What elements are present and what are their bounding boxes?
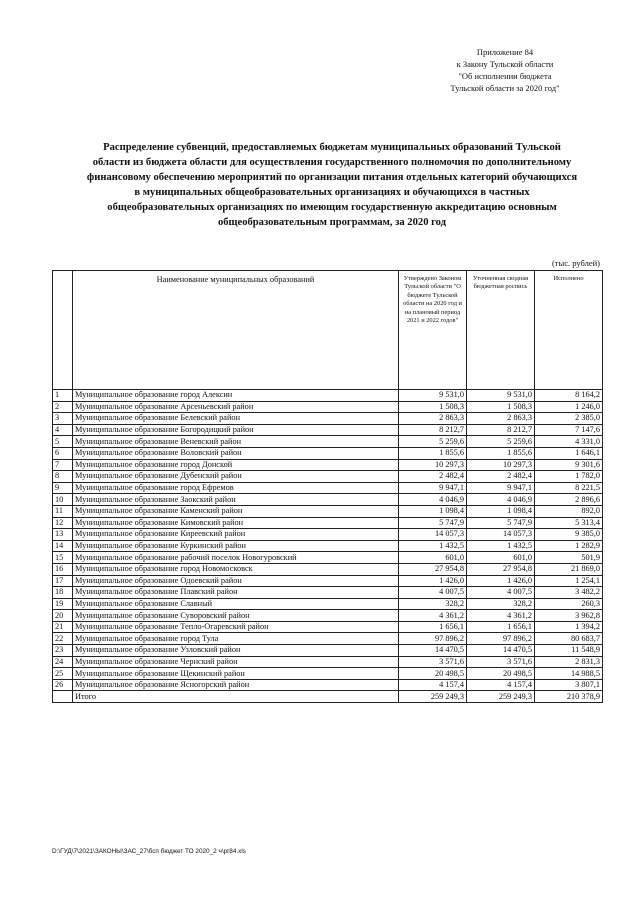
title-line: Распределение субвенций, предоставляемых бюджетам муниципальных образований Тульской (103, 142, 561, 153)
row-executed: 1 254,1 (535, 575, 603, 587)
row-num: 3 (53, 413, 73, 425)
row-approved: 4 046,9 (399, 494, 467, 506)
row-num: 12 (53, 517, 73, 529)
row-num: 17 (53, 575, 73, 587)
row-executed: 1 246,0 (535, 401, 603, 413)
row-name: Муниципальное образование Каменский район (73, 505, 399, 517)
row-refined: 14 057,3 (467, 529, 535, 541)
row-name: Муниципальное образование Воловский район (73, 447, 399, 459)
row-executed: 5 313,4 (535, 517, 603, 529)
row-executed: 11 548,9 (535, 645, 603, 657)
row-approved: 5 259,6 (399, 436, 467, 448)
row-name: Муниципальное образование рабочий поселок Новогуровский (73, 552, 399, 564)
row-num: 5 (53, 436, 73, 448)
row-executed: 3 807,1 (535, 679, 603, 691)
row-approved: 97 896,2 (399, 633, 467, 645)
row-executed: 260,3 (535, 598, 603, 610)
table-row (53, 401, 603, 413)
appendix-header (405, 46, 605, 94)
row-approved: 9 531,0 (399, 390, 467, 402)
row-name: Муниципальное образование город Тула (73, 633, 399, 645)
header-num (53, 271, 73, 390)
row-refined: 14 470,5 (467, 645, 535, 657)
row-name: Муниципальное образование город Донской (73, 459, 399, 471)
table-row (53, 598, 603, 610)
table-row (53, 540, 603, 552)
row-refined: 1 432,5 (467, 540, 535, 552)
row-approved: 10 297,3 (399, 459, 467, 471)
row-name: Муниципальное образование Куркинский район (73, 540, 399, 552)
row-refined: 4 007,5 (467, 587, 535, 599)
row-executed: 3 962,8 (535, 610, 603, 622)
row-name: Муниципальное образование Киреевский район (73, 529, 399, 541)
row-name: Муниципальное образование город Новомосковск (73, 563, 399, 575)
appendix-line: Тульской области за 2020 год" (450, 83, 560, 93)
row-num: 8 (53, 471, 73, 483)
row-name: Муниципальное образование Одоевский район (73, 575, 399, 587)
title-line: общеобразовательным программам, за 2020 год (217, 217, 447, 228)
row-approved: 14 470,5 (399, 645, 467, 657)
row-executed: 2 831,3 (535, 656, 603, 668)
row-approved: 601,0 (399, 552, 467, 564)
row-name: Муниципальное образование Белевский район (73, 413, 399, 425)
row-name: Муниципальное образование Тепло-Огаревский район (73, 621, 399, 633)
row-num: 26 (53, 679, 73, 691)
row-name: Муниципальное образование Суворовский район (73, 610, 399, 622)
row-num: 21 (53, 621, 73, 633)
row-executed: 1 394,2 (535, 621, 603, 633)
row-num: 20 (53, 610, 73, 622)
row-refined: 4 361,2 (467, 610, 535, 622)
row-refined: 9 531,0 (467, 390, 535, 402)
row-num: 2 (53, 401, 73, 413)
table-row (53, 517, 603, 529)
table-total-row (53, 691, 603, 703)
row-executed: 1 646,1 (535, 447, 603, 459)
table-row (53, 679, 603, 691)
header-refined: Уточненная сводная бюджетная роспись (467, 271, 535, 390)
row-refined: 4 046,9 (467, 494, 535, 506)
row-approved: 1 098,4 (399, 505, 467, 517)
row-refined: 5 747,9 (467, 517, 535, 529)
row-approved: 2 482,4 (399, 471, 467, 483)
row-num: 10 (53, 494, 73, 506)
row-refined: 1 656,1 (467, 621, 535, 633)
row-num: 11 (53, 505, 73, 517)
row-executed: 80 683,7 (535, 633, 603, 645)
row-approved: 20 498,5 (399, 668, 467, 680)
header-executed: Исполнено (535, 271, 603, 390)
row-num: 1 (53, 390, 73, 402)
table-row (53, 621, 603, 633)
row-approved: 8 212,7 (399, 424, 467, 436)
row-approved: 14 057,3 (399, 529, 467, 541)
row-num: 7 (53, 459, 73, 471)
row-refined: 601,0 (467, 552, 535, 564)
row-name: Муниципальное образование город Алексин (73, 390, 399, 402)
row-executed: 8 221,5 (535, 482, 603, 494)
row-approved: 1 426,0 (399, 575, 467, 587)
row-num: 18 (53, 587, 73, 599)
table-row (53, 494, 603, 506)
row-refined: 2 482,4 (467, 471, 535, 483)
row-refined: 1 098,4 (467, 505, 535, 517)
row-name: Муниципальное образование Заокский район (73, 494, 399, 506)
row-executed: 7 147,6 (535, 424, 603, 436)
row-name: Муниципальное образование Кимовский район (73, 517, 399, 529)
row-refined: 9 947,1 (467, 482, 535, 494)
row-name: Муниципальное образование Веневский район (73, 436, 399, 448)
row-refined: 5 259,6 (467, 436, 535, 448)
row-name: Муниципальное образование Щекинский район (73, 668, 399, 680)
row-num: 13 (53, 529, 73, 541)
table-row (53, 505, 603, 517)
row-executed: 4 331,0 (535, 436, 603, 448)
row-name: Муниципальное образование Чернский район (73, 656, 399, 668)
row-executed: 3 482,2 (535, 587, 603, 599)
row-approved: 328,2 (399, 598, 467, 610)
row-num: 14 (53, 540, 73, 552)
appendix-line: Приложение 84 (476, 47, 534, 57)
row-executed: 1 282,9 (535, 540, 603, 552)
row-refined: 20 498,5 (467, 668, 535, 680)
total-approved: 259 249,3 (399, 691, 467, 703)
row-name: Муниципальное образование Дубенский район (73, 471, 399, 483)
header-name: Наименование муниципальных образований (73, 271, 399, 390)
row-refined: 1 426,0 (467, 575, 535, 587)
row-num: 24 (53, 656, 73, 668)
row-refined: 27 954,8 (467, 563, 535, 575)
row-num: 23 (53, 645, 73, 657)
row-name: Муниципальное образование город Ефремов (73, 482, 399, 494)
row-name: Муниципальное образование Арсеньевский район (73, 401, 399, 413)
row-refined: 1 855,6 (467, 447, 535, 459)
row-approved: 1 656,1 (399, 621, 467, 633)
table-row (53, 656, 603, 668)
row-executed: 501,9 (535, 552, 603, 564)
units-label: (тыс. рублей) (551, 258, 600, 268)
row-executed: 21 869,0 (535, 563, 603, 575)
header-approved: Утверждено Законом Тульской области "О бюджете Тульской области на 2020 год и на плановый период 2021 и 2022 годов" (399, 271, 467, 390)
row-executed: 2 385,0 (535, 413, 603, 425)
row-executed: 9 385,0 (535, 529, 603, 541)
table-row (53, 413, 603, 425)
row-executed: 2 896,6 (535, 494, 603, 506)
row-executed: 1 782,0 (535, 471, 603, 483)
row-approved: 1 855,6 (399, 447, 467, 459)
row-approved: 9 947,1 (399, 482, 467, 494)
document-title (52, 140, 612, 230)
table-row (53, 575, 603, 587)
table-row (53, 633, 603, 645)
table-row (53, 563, 603, 575)
table-row (53, 447, 603, 459)
title-line: области из бюджета области для осуществления государственного полномочия по дополнительному (92, 157, 572, 168)
title-line: в муниципальных общеобразовательных организациях и обучающихся в частных (134, 187, 530, 198)
table-row (53, 436, 603, 448)
table-row (53, 459, 603, 471)
total-refined: 259 249,3 (467, 691, 535, 703)
table-row (53, 471, 603, 483)
row-num: 22 (53, 633, 73, 645)
row-name: Муниципальное образование Ясногорский район (73, 679, 399, 691)
row-approved: 1 432,5 (399, 540, 467, 552)
row-approved: 5 747,9 (399, 517, 467, 529)
file-path-footer: D:\ГУД\7\2021\ЗАКОНЫ\ЗАС_27\бсп бюджет ТО 2020_2 ч\pr84.xls (52, 848, 246, 855)
appendix-line: "Об исполнении бюджета (458, 71, 552, 81)
row-name: Муниципальное образование Узловский район (73, 645, 399, 657)
table-row (53, 645, 603, 657)
row-num: 19 (53, 598, 73, 610)
table-row (53, 552, 603, 564)
row-refined: 4 157,4 (467, 679, 535, 691)
row-refined: 3 571,6 (467, 656, 535, 668)
total-label: Итого (73, 691, 399, 703)
row-name: Муниципальное образование Плавский район (73, 587, 399, 599)
row-refined: 2 863,3 (467, 413, 535, 425)
table-row (53, 424, 603, 436)
table-row (53, 482, 603, 494)
row-approved: 3 571,6 (399, 656, 467, 668)
table-header-row (53, 271, 603, 390)
row-approved: 27 954,8 (399, 563, 467, 575)
row-approved: 4 007,5 (399, 587, 467, 599)
row-refined: 328,2 (467, 598, 535, 610)
row-refined: 1 508,3 (467, 401, 535, 413)
row-num: 9 (53, 482, 73, 494)
appendix-line: к Закону Тульской области (456, 59, 554, 69)
row-name: Муниципальное образование Богородицкий район (73, 424, 399, 436)
table-row (53, 610, 603, 622)
row-executed: 9 301,6 (535, 459, 603, 471)
row-executed: 8 164,2 (535, 390, 603, 402)
subsidy-table (52, 270, 603, 703)
title-line: финансовому обеспечению мероприятий по организации питания отдельных категорий обучающихся (86, 172, 578, 183)
row-num: 15 (53, 552, 73, 564)
row-executed: 892,0 (535, 505, 603, 517)
row-num: 16 (53, 563, 73, 575)
table-row (53, 587, 603, 599)
row-num: 6 (53, 447, 73, 459)
total-executed: 210 378,9 (535, 691, 603, 703)
title-line: общеобразовательных организациях по имеющим государственную аккредитацию основным (107, 202, 557, 213)
table-row (53, 668, 603, 680)
table-row (53, 390, 603, 402)
row-approved: 4 157,4 (399, 679, 467, 691)
row-refined: 10 297,3 (467, 459, 535, 471)
row-num: 4 (53, 424, 73, 436)
row-refined: 8 212,7 (467, 424, 535, 436)
table-row (53, 529, 603, 541)
row-refined: 97 896,2 (467, 633, 535, 645)
row-approved: 2 863,3 (399, 413, 467, 425)
row-name: Муниципальное образование Славный (73, 598, 399, 610)
row-approved: 1 508,3 (399, 401, 467, 413)
total-num (53, 691, 73, 703)
row-executed: 14 988,5 (535, 668, 603, 680)
row-num: 25 (53, 668, 73, 680)
row-approved: 4 361,2 (399, 610, 467, 622)
